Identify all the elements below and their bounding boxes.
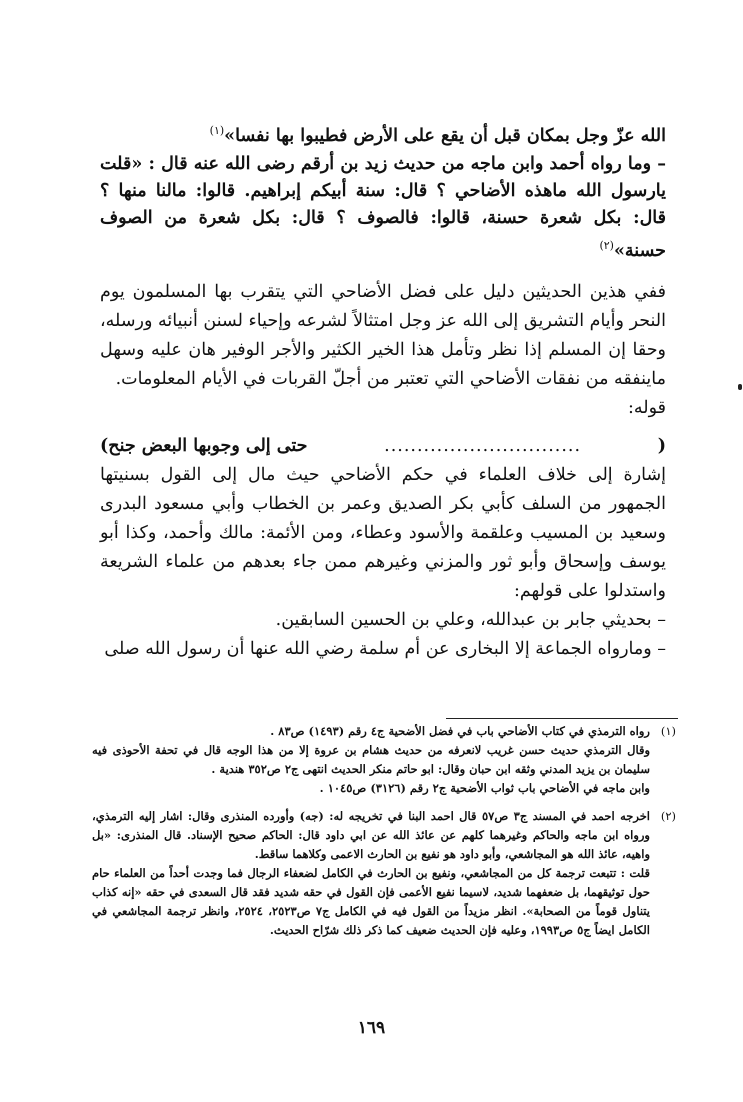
footnote-line: قلت : تتبعت ترجمة كل من المجاشعي، ونفيع بن الحارث في الكامل لضعفاء الرجال فما وجدت أحداً من العلماء حام حول توثيقهما، بل ضعفهما شديد، لاسيما نفيع الأعمى فإن القول في حقه شديد فقد قال السعدى في حقه «إنه كذاب يتناول قوماً من الصحابة». انظر مزيداً من القول فيه في الكامل ج٧ ص٢٥٢٣، ٢٥٢٤، وانظر ترجمة المجاشعي في الكامل ايضاً ج٥ ص١٩٩٣، وعليه فإن الحديث ضعيف كما ذكر ذلك شرّاح الحديث.	[92, 866, 650, 937]
hadith-paragraph: – وما رواه أحمد وابن ماجه من حديث زيد بن أرقم رضى الله عنه قال : «قلت يارسول الله ماهذه الأضاحي ؟ قال: سنة أبيكم إبراهيم. قالوا: مالنا منها ؟ قال: بكل شعرة حسنة، قالوا: فالصوف ؟ قال: بكل شعرة من الصوف حسنة»$^{(٢)}$	[100, 153, 666, 261]
footnote-2	[92, 807, 676, 940]
footnote-number: (٢)	[660, 809, 676, 823]
poem-verse	[100, 431, 666, 461]
footnote-line: وابن ماجه في الأضاحي باب ثواب الأضحية ج٢ رقم (٣١٢٦) ص١٠٤٥ .	[319, 781, 650, 795]
commentary-paragraph: ففي هذين الحديثين دليل على فضل الأضاحي التي يتقرب بها المسلمون يوم النحر وأيام التشريق إلى الله عز وجل امتثالاً لشرعه وإحياء لسنن أنبيائه ورسله، وحقا إن المسلم إذا نظر وتأمل هذا الخير الكثير والأجر الوفير هان عليه وسهل ماينفقه من نفقات الأضاحي التي تعتبر من أجلّ القربات في الأيام المعلومات.	[100, 281, 666, 389]
footnote-line: رواه الترمذي في كتاب الأضاحي باب في فضل الأضحية ج٤ رقم (١٤٩٣) ص٨٣ .	[270, 724, 650, 738]
footnote-ref-1: (١)	[209, 124, 225, 137]
footnote-line: اخرجه احمد في المسند ج٣ ص٥٧ قال احمد البنا في تخريجه له: (جه) وأورده المنذرى وقال: اشار إليه الترمذي، ورواه ابن ماجه والحاكم وغيرهما كلهم عن عائذ الله عن ابي داود قال: الحاكم صحيح الإسناد. قال المنذرى: «بل واهيه، عائذ الله هو المجاشعي، وأبو داود هو نفيع بن الحارث الاعمى وكلاهما ساقط.	[92, 809, 650, 861]
evidence-item-2: – ومارواه الجماعة إلا البخارى عن أم سلمة رضي الله عنها أن رسول الله صلى	[104, 638, 666, 659]
verse-text: حتى إلى وجوبها البعض جنح)	[100, 435, 308, 456]
verse-open: (	[657, 435, 666, 456]
main-text	[100, 116, 666, 664]
explanation-paragraph: إشارة إلى خلاف العلماء في حكم الأضاحي حيث مال إلى القول بسنيتها الجمهور من السلف كأبي بكر الصديق وعمر بن الخطاب وأبي مسعود البدرى وسعيد بن المسيب وعلقمة والأسود وعطاء، ومن الأئمة: مالك وأحمد، وكذا أبو يوسف وإسحاق وأبو ثور والمزني وغيرهم ممن جاء بعدهم من علماء الشريعة واستدلوا على قولهم:	[100, 464, 666, 601]
verse-dots: ..............................	[384, 435, 582, 456]
footnote-line: وقال الترمذي حديث حسن غريب لانعرفه من حديث هشام بن عروة إلا من هذا الوجه قال في تحفة الأحوذى فيه سليمان بن يزيد المدني وثقه ابن حبان وقال: ابو حاتم منكر الحديث انتهى ج٢ ص٣٥٢ هندية .	[92, 743, 650, 776]
label-qawluh: قوله:	[627, 397, 666, 418]
hadith-end-line: الله عزّ وجل بمكان قبل أن يقع على الأرض فطيبوا بها نفسا»$^{(١)}$	[209, 124, 666, 146]
margin-mark	[738, 384, 742, 390]
page-number: ١٦٩	[357, 1018, 386, 1038]
evidence-item-1: – بحديثي جابر بن عبدالله، وعلي بن الحسين السابقين.	[275, 609, 666, 630]
footnote-number: (١)	[660, 724, 676, 738]
footnote-divider	[446, 718, 678, 719]
footnote-1	[92, 722, 676, 798]
footnotes	[92, 722, 676, 940]
footnote-ref-2: (٢)	[599, 238, 614, 252]
